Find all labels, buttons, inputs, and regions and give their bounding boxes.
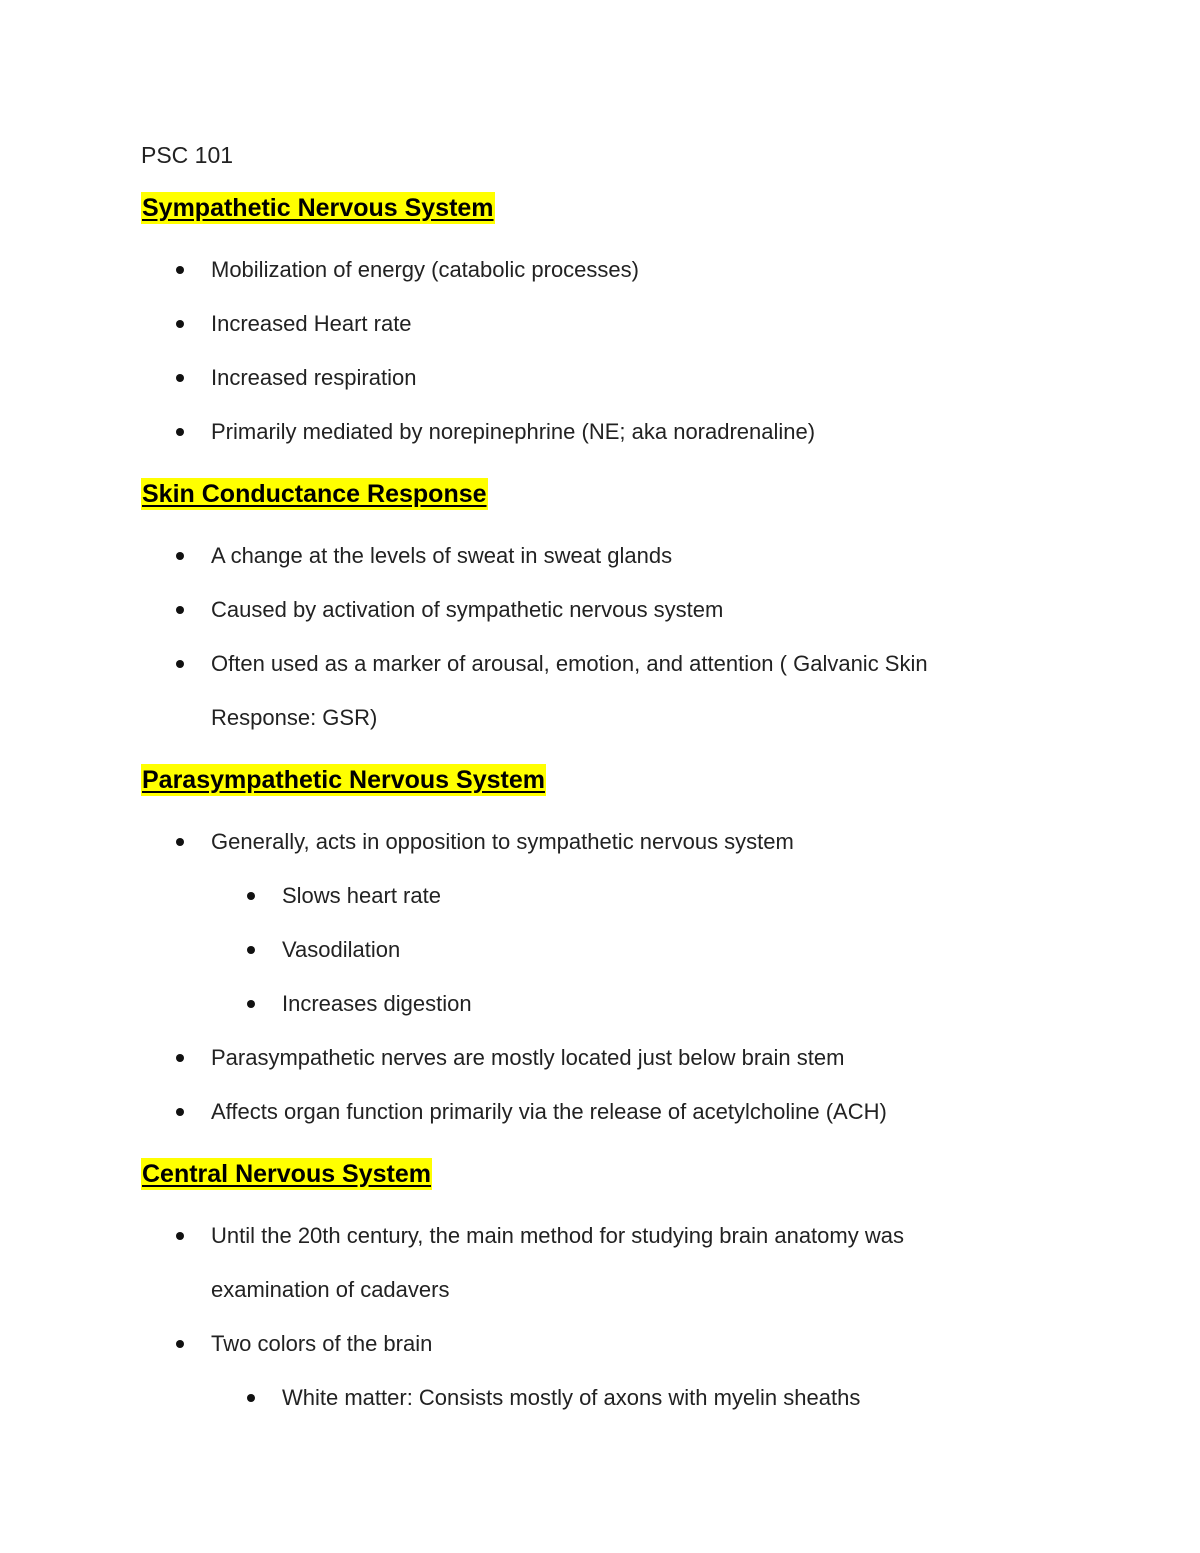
section-skin-conductance bbox=[141, 478, 1041, 745]
section-parasympathetic bbox=[141, 764, 1041, 1139]
sub-list-item: White matter: Consists mostly of axons with myelin sheaths bbox=[141, 1371, 1041, 1425]
bullet-icon bbox=[176, 606, 184, 614]
section-heading: Sympathetic Nervous System bbox=[142, 194, 494, 222]
bullet-list bbox=[141, 529, 1041, 745]
list-item: Parasympathetic nerves are mostly located just below brain stem bbox=[141, 1031, 1041, 1085]
bullet-icon bbox=[176, 552, 184, 560]
bullet-list bbox=[141, 1209, 1041, 1371]
sub-bullet-list bbox=[141, 869, 1041, 1031]
list-item: Primarily mediated by norepinephrine (NE; aka noradrenaline) bbox=[141, 405, 1041, 459]
bullet-list bbox=[141, 815, 1041, 869]
bullet-icon bbox=[176, 1340, 184, 1348]
bullet-icon bbox=[176, 838, 184, 846]
bullet-icon bbox=[176, 1232, 184, 1240]
list-item: Affects organ function primarily via the release of acetylcholine (ACH) bbox=[141, 1085, 1041, 1139]
bullet-icon bbox=[247, 1394, 255, 1402]
list-item: Mobilization of energy (catabolic processes) bbox=[141, 243, 1041, 297]
bullet-icon bbox=[176, 266, 184, 274]
bullet-icon bbox=[247, 892, 255, 900]
bullet-icon bbox=[247, 946, 255, 954]
list-item: Increased Heart rate bbox=[141, 297, 1041, 351]
document-body bbox=[141, 138, 1041, 1444]
sub-list-item: Vasodilation bbox=[141, 923, 1041, 977]
list-item: Caused by activation of sympathetic nervous system bbox=[141, 583, 1041, 637]
section-heading: Central Nervous System bbox=[142, 1160, 432, 1188]
list-item: A change at the levels of sweat in sweat glands bbox=[141, 529, 1041, 583]
section-central bbox=[141, 1158, 1041, 1425]
course-title: PSC 101 bbox=[141, 142, 234, 168]
bullet-icon bbox=[176, 428, 184, 436]
bullet-icon bbox=[247, 1000, 255, 1008]
bullet-icon bbox=[176, 374, 184, 382]
bullet-icon bbox=[176, 320, 184, 328]
bullet-icon bbox=[176, 1054, 184, 1062]
list-item: Often used as a marker of arousal, emotion, and attention ( Galvanic Skin Response: GSR) bbox=[141, 637, 991, 745]
sub-bullet-list bbox=[141, 1371, 1041, 1425]
list-item: Increased respiration bbox=[141, 351, 1041, 405]
bullet-icon bbox=[176, 1108, 184, 1116]
sub-list-item: Slows heart rate bbox=[141, 869, 1041, 923]
bullet-list bbox=[141, 243, 1041, 459]
section-heading: Parasympathetic Nervous System bbox=[142, 766, 545, 794]
list-item: Two colors of the brain bbox=[141, 1317, 1041, 1371]
bullet-icon bbox=[176, 660, 184, 668]
bullet-list bbox=[141, 1031, 1041, 1139]
section-heading: Skin Conductance Response bbox=[142, 480, 487, 508]
section-sympathetic bbox=[141, 192, 1041, 459]
list-item: Generally, acts in opposition to sympathetic nervous system bbox=[141, 815, 1041, 869]
sub-list-item: Increases digestion bbox=[141, 977, 1041, 1031]
list-item: Until the 20th century, the main method for studying brain anatomy was examination of cadavers bbox=[141, 1209, 971, 1317]
